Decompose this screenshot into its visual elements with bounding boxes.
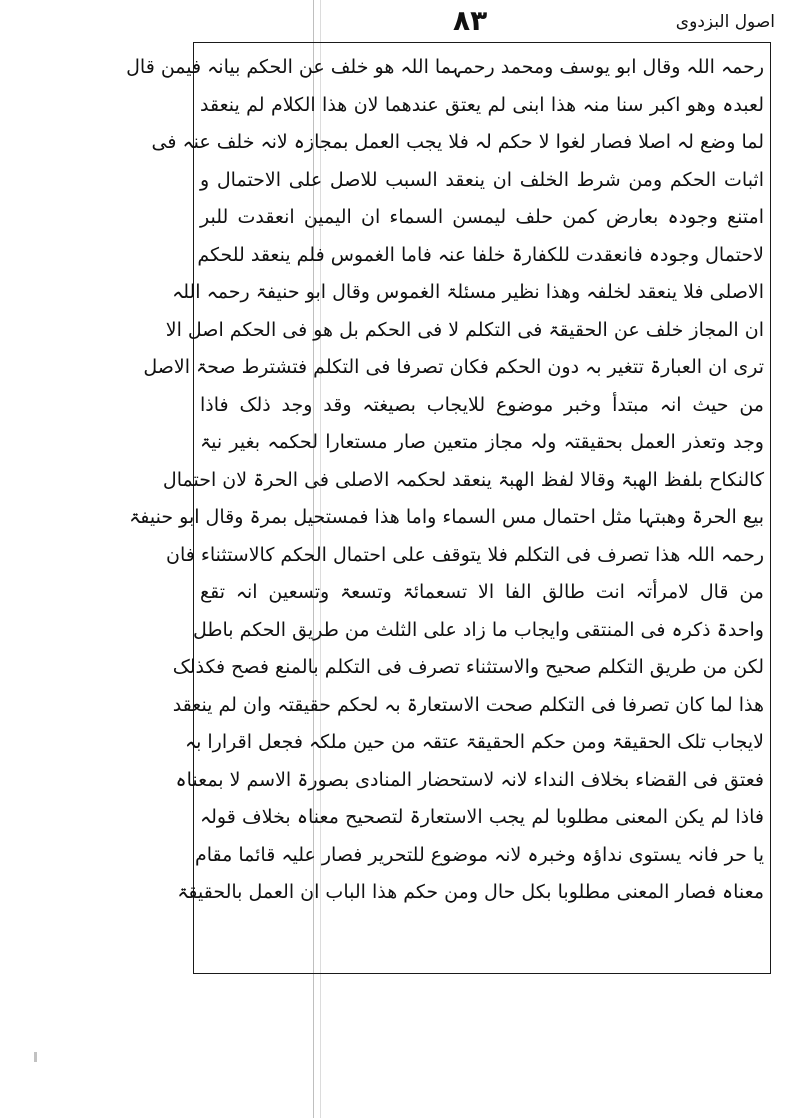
text-line: رحمہ اللہ وقال ابو یوسف ومحمد رحمہما اللہ ھو خلف عن الحکم بیانہ فیمن قال bbox=[126, 56, 764, 78]
text-line: لایجاب تلک الحقیقۃ ومن حکم الحقیقۃ عتقہ من حین ملکہ فجعل اقرارا بہ bbox=[184, 731, 764, 753]
text-line: امتنع وجودہ بعارض کمن حلف لیمسن السماء ان الیمین انعقدت للبر bbox=[200, 206, 764, 228]
text-line: رحمہ اللہ ھذا تصرف فی التکلم فلا یتوقف علی احتمال الحکم کالاستثناء فان bbox=[166, 543, 764, 566]
running-header bbox=[195, 4, 775, 40]
text-line: یا حر فانہ یستوی نداؤہ وخبرہ لانہ موضوع للتحریر فصار علیہ قائما مقام bbox=[194, 843, 764, 866]
page-number: ٨٣ bbox=[453, 4, 488, 37]
text-line: لکن من طریق التکلم صحیح والاستثناء تصرف فی التکلم بالمنع فصح فکذلک bbox=[172, 656, 764, 678]
text-line: من قال لامرأتہ انت طالق الفا الا تسعمائۃ وتسعۃ وتسعین انہ تقع bbox=[200, 581, 764, 603]
text-line: بیع الحرۃ وھبتہا مثل احتمال مس السماء واما ھذا فمستحیل بمرۃ وقال ابو حنیفۃ bbox=[129, 506, 764, 528]
text-line: لاحتمال وجودہ فانعقدت للکفارۃ خلفا عنہ فاما الغموس فلم ینعقد للحکم bbox=[197, 243, 764, 266]
text-line: کالنکاح بلفظ الھبۃ وقالا لفظ الھبۃ ینعقد لحکمہ الاصلی فی الحرۃ لان احتمال bbox=[162, 468, 764, 491]
book-title: اصول البزدوی bbox=[675, 12, 775, 32]
text-line: لعبدہ وھو اکبر سنا منہ ھذا ابنی لم یعتق عندھما لان ھذا الکلام لم ینعقد bbox=[200, 93, 764, 116]
text-line: ان المجاز خلف عن الحقیقۃ فی التکلم لا فی الحکم بل ھو فی الحکم اصل الا bbox=[165, 318, 764, 341]
text-body bbox=[126, 49, 764, 912]
text-line: لما وضع لہ اصلا فصار لغوا لا حکم لہ فلا یجب العمل بمجازہ لانہ خلف عنہ فی bbox=[151, 131, 764, 153]
text-line: ھذا لما کان تصرفا فی التکلم صحت الاستعارۃ بہ لحکم حقیقتہ وان لم ینعقد bbox=[172, 693, 764, 716]
text-line: واحدۃ ذکرہ فی المنتقی وایجاب ما زاد علی الثلث من طریق الحکم باطل bbox=[192, 618, 764, 641]
margin-scan-mark bbox=[34, 1052, 37, 1062]
text-line: اثبات الحکم ومن شرط الخلف ان ینعقد السبب للاصل علی الاحتمال و bbox=[200, 168, 764, 191]
text-line: الاصلی فلا ینعقد لخلفہ وھذا نظیر مسئلۃ الغموس وقال ابو حنیفۃ رحمہ اللہ bbox=[172, 281, 764, 303]
text-line: فاذا لم یکن المعنی مطلوبا لم یجب الاستعارۃ لتصحیح معناہ بخلاف قولہ bbox=[200, 806, 764, 828]
text-line: وجد وتعذر العمل بحقیقتہ ولہ مجاز متعین صار مستعارا لحکمہ بغیر نیۃ bbox=[200, 431, 764, 453]
text-line: من حیث انہ مبتدأ وخبر موضوع للایجاب بصیغتہ وقد وجد ذلک فاذا bbox=[200, 393, 764, 416]
text-line: معناہ فصار المعنی مطلوبا بکل حال ومن حکم ھذا الباب ان العمل بالحقیقۃ bbox=[177, 881, 764, 903]
text-line: تری ان العبارۃ تتغیر بہ دون الحکم فکان تصرفا فی التکلم فتشترط صحۃ الاصل bbox=[143, 356, 764, 378]
text-frame bbox=[126, 42, 771, 974]
text-line: فعتق فی القضاء بخلاف النداء لانہ لاستحضار المنادی بصورۃ الاسم لا بمعناہ bbox=[175, 768, 764, 791]
